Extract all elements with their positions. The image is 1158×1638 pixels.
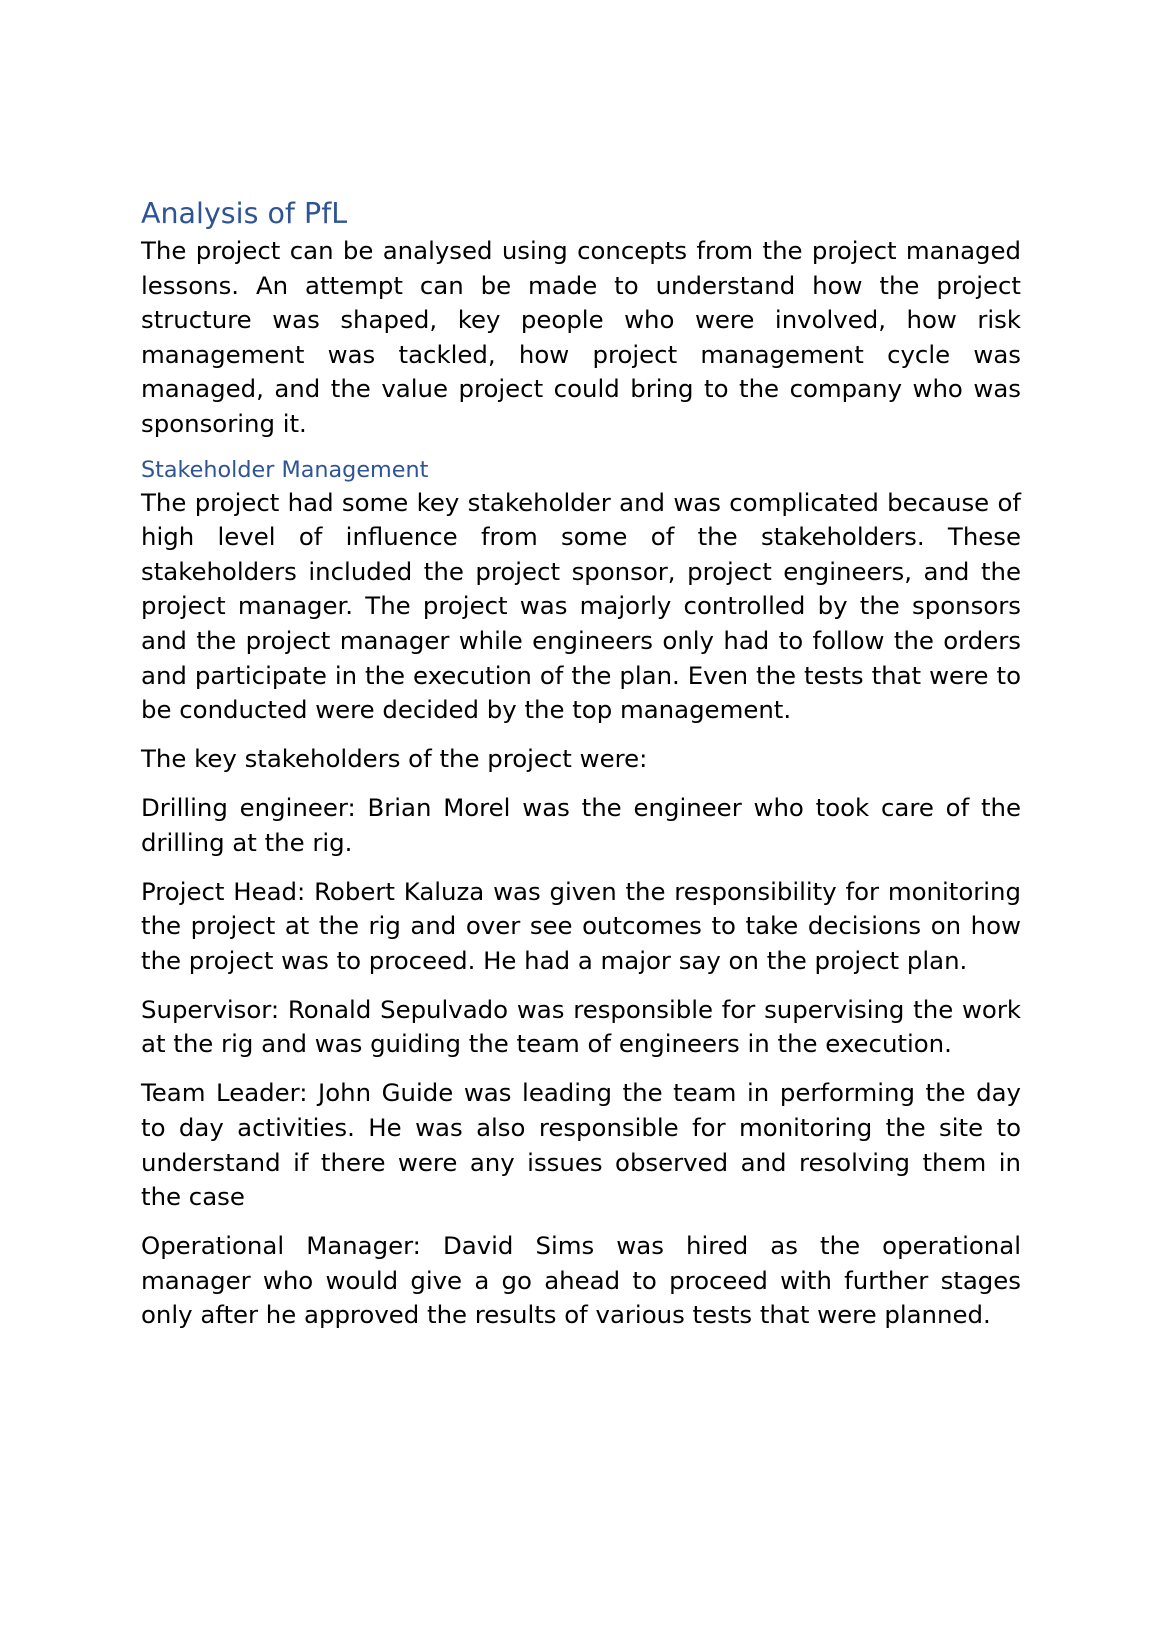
paragraph-stakeholder-overview: The project had some key stakeholder and was complicated because of high level of influence from some of the stakeholders. These stakeholders included the project sponsor, project engineers, and the project manager. The project was majorly controlled by the sponsors and the project manager while engineers only had to follow the orders and participate in the execution of the plan. Even the tests that were to be conducted were decided by the top management.	[141, 487, 1021, 725]
section-heading: Analysis of PfL	[141, 197, 348, 230]
paragraph-operational-manager: Operational Manager: David Sims was hired as the operational manager who would give a go ahead to proceed with further stages only after he approved the results of various tests that were planned.	[141, 1231, 1021, 1330]
intro-paragraph: The project can be analysed using concepts from the project managed lessons. An attempt can be made to understand how the project structure was shaped, key people who were involved, how risk management was tackled, how project management cycle was managed, and the value project could bring to the company who was sponsoring it.	[141, 236, 1021, 438]
paragraph-team-leader: Team Leader: John Guide was leading the team in performing the day to day activities. He was also responsible for monitoring the site to understand if there were any issues observed and resolving them in the case	[141, 1078, 1021, 1212]
subsection-heading: Stakeholder Management	[141, 456, 429, 483]
paragraph-drilling-engineer: Drilling engineer: Brian Morel was the engineer who took care of the drilling at the rig.	[141, 793, 1021, 857]
paragraph-key-stakeholders-intro: The key stakeholders of the project were:	[141, 744, 648, 774]
paragraph-supervisor: Supervisor: Ronald Sepulvado was responsible for supervising the work at the rig and was guiding the team of engineers in the execution.	[141, 994, 1021, 1059]
document-page	[141, 194, 1021, 1347]
paragraph-project-head: Project Head: Robert Kaluza was given the responsibility for monitoring the project at the rig and over see outcomes to take decisions on how the project was to proceed. He had a major say on the project plan.	[141, 876, 1021, 975]
